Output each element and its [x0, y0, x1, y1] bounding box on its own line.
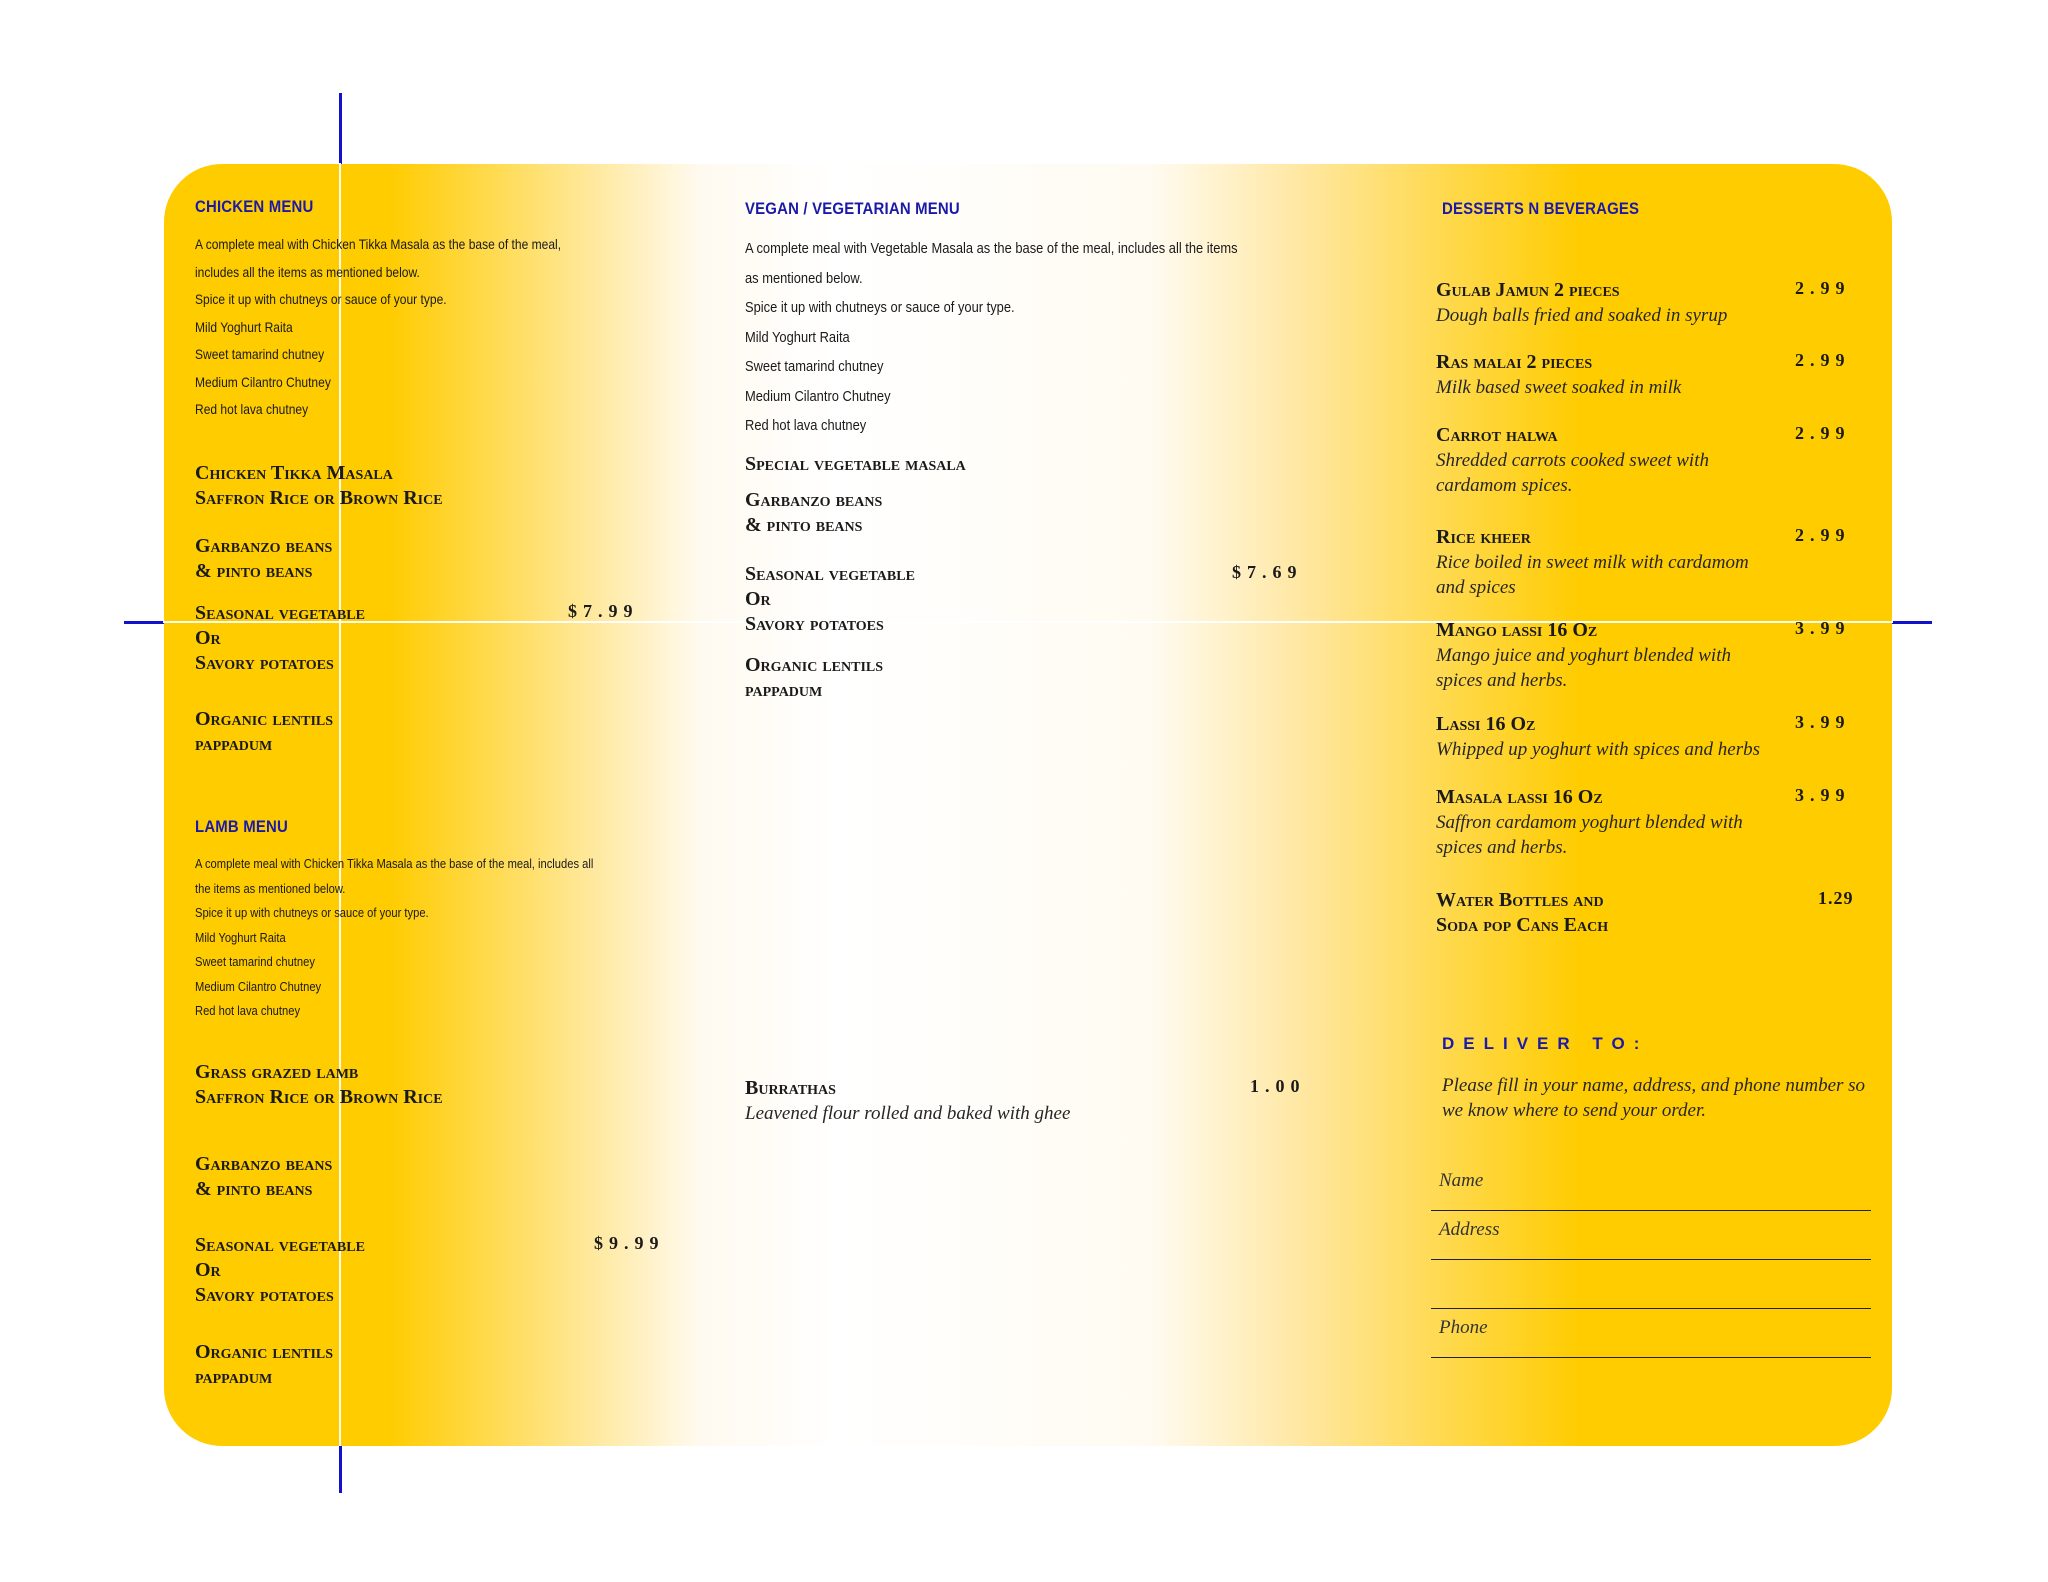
chicken-menu-description: A complete meal with Chicken Tikka Masala as the base of the meal, includes all the items as mentioned below. Spice it up with chutneys or sauce of your type. Mild Yoghurt Raita Sweet tamarind chutney Medium Cilantro Chutney Red hot lava chutney	[195, 236, 562, 417]
lamb-item-lentils: Organic lentils pappadum	[195, 1341, 334, 1388]
lamb-item-beans: Garbanzo beans & pinto beans	[195, 1153, 333, 1200]
deliver-instructions: Please fill in your name, address, and phone number so we know where to send your order.	[1442, 1075, 1866, 1121]
beverage-lassi-price: 3.99	[1795, 712, 1851, 732]
beverage-mango-lassi-desc: Mango juice and yoghurt blended with spices and herbs.	[1436, 645, 1731, 691]
chicken-item-main: Chicken Tikka Masala Saffron Rice or Brown Rice	[195, 462, 443, 509]
dessert-carrot-halwa-name: Carrot halwa	[1436, 424, 1558, 446]
phone-field-label: Phone	[1439, 1317, 1488, 1338]
dessert-rice-kheer-price: 2.99	[1795, 525, 1851, 545]
vegan-item-beans: Garbanzo beans & pinto beans	[745, 489, 883, 536]
vegan-menu-heading: VEGAN / VEGETARIAN MENU	[745, 199, 960, 218]
vegan-item-lentils: Organic lentils pappadum	[745, 654, 884, 701]
phone-field-line[interactable]	[1431, 1357, 1871, 1358]
dessert-gulab-jamun-name: Gulab Jamun 2 pieces	[1436, 279, 1620, 301]
dessert-gulab-jamun-price: 2.99	[1795, 278, 1851, 298]
vegan-price: $7.69	[1232, 562, 1303, 582]
crop-mark-top	[339, 93, 342, 164]
beverage-masala-lassi-name: Masala lassi 16 Oz	[1436, 786, 1603, 808]
crop-mark-bottom	[339, 1446, 342, 1493]
vegan-menu-description: A complete meal with Vegetable Masala as the base of the meal, includes all the items as mentioned below. Spice it up with chutneys or sauce of your type. Mild Yoghurt Raita Sweet tamarind chutney Medium Cilantro Chutney Red hot lava chutney	[745, 240, 1238, 434]
beverage-masala-lassi-desc: Saffron cardamom yoghurt blended with spices and herbs.	[1436, 812, 1743, 858]
beverage-mango-lassi-name: Mango lassi 16 Oz	[1436, 619, 1598, 641]
burrathas-name: Burrathas	[745, 1077, 836, 1099]
lamb-item-vegetable: Seasonal vegetable Or Savory potatoes	[195, 1234, 365, 1306]
desserts-heading: DESSERTS N BEVERAGES	[1442, 199, 1640, 218]
name-field-line[interactable]	[1431, 1210, 1871, 1211]
dessert-rice-kheer-desc: Rice boiled in sweet milk with cardamom and spices	[1436, 552, 1749, 598]
beverage-masala-lassi-price: 3.99	[1795, 785, 1851, 805]
burrathas-description: Leavened flour rolled and baked with ghee	[745, 1103, 1071, 1124]
lamb-price: $9.99	[594, 1233, 665, 1253]
address-field-line[interactable]	[1431, 1259, 1871, 1260]
beverage-lassi-desc: Whipped up yoghurt with spices and herbs	[1436, 739, 1761, 760]
chicken-item-lentils: Organic lentils pappadum	[195, 708, 334, 755]
dessert-rice-kheer-name: Rice kheer	[1436, 526, 1531, 548]
beverage-lassi-name: Lassi 16 Oz	[1436, 713, 1536, 735]
crop-mark-right	[1892, 621, 1932, 624]
beverage-mango-lassi-price: 3.99	[1795, 618, 1851, 638]
lamb-menu-description: A complete meal with Chicken Tikka Masala as the base of the meal, includes all the items as mentioned below. Spice it up with chutneys or sauce of your type. Mild Yoghurt Raita Sweet tamarind chutney Medium Cilantro Chutney Red hot lava chutney	[195, 856, 594, 1018]
address-field-label: Address	[1439, 1219, 1500, 1240]
fold-guide-horizontal	[163, 621, 1893, 623]
chicken-price: $7.99	[568, 601, 639, 621]
lamb-menu-heading: LAMB MENU	[195, 817, 289, 836]
dessert-carrot-halwa-desc: Shredded carrots cooked sweet with cardamom spices.	[1436, 450, 1709, 496]
name-field-label: Name	[1439, 1170, 1484, 1191]
chicken-item-vegetable: Seasonal vegetable Or Savory potatoes	[195, 602, 365, 674]
lamb-item-main: Grass grazed lamb Saffron Rice or Brown Rice	[195, 1061, 443, 1108]
deliver-to-heading: DELIVER TO:	[1442, 1034, 1649, 1053]
dessert-ras-malai-desc: Milk based sweet soaked in milk	[1436, 377, 1682, 398]
address-field-line-2[interactable]	[1431, 1308, 1871, 1309]
dessert-ras-malai-price: 2.99	[1795, 350, 1851, 370]
vegan-item-vegetable: Seasonal vegetable Or Savory potatoes	[745, 563, 915, 635]
crop-mark-left	[124, 621, 164, 624]
chicken-menu-heading: CHICKEN MENU	[195, 197, 314, 216]
dessert-ras-malai-name: Ras malai 2 pieces	[1436, 351, 1593, 373]
chicken-item-beans: Garbanzo beans & pinto beans	[195, 535, 333, 582]
vegan-item-main: Special vegetable masala	[745, 453, 966, 475]
dessert-gulab-jamun-desc: Dough balls fried and soaked in syrup	[1436, 305, 1728, 326]
burrathas-price: 1.00	[1250, 1076, 1306, 1096]
beverage-water-soda-price: 1.29	[1818, 888, 1854, 908]
dessert-carrot-halwa-price: 2.99	[1795, 423, 1851, 443]
beverage-water-soda-name: Water Bottles and Soda pop Cans Each	[1436, 889, 1609, 936]
